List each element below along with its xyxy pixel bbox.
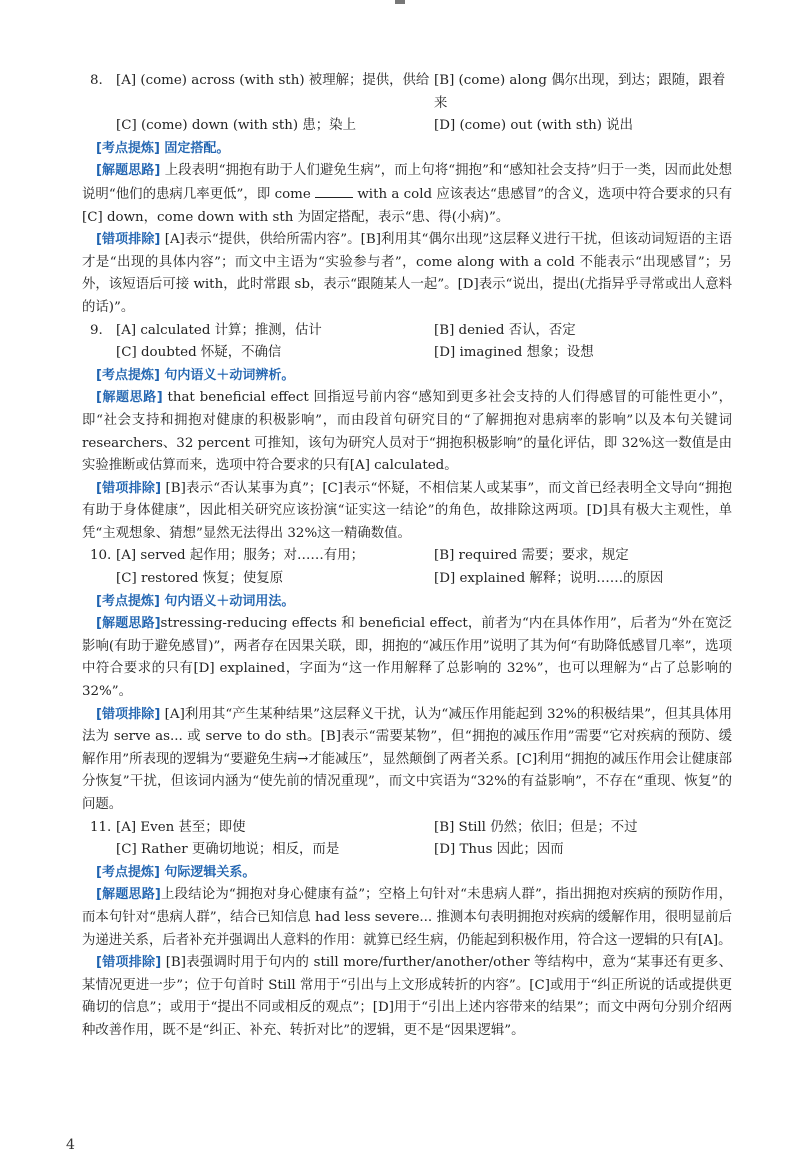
- q9-options-row1: [82, 320, 732, 343]
- q11-option-d: [D] Thus 因此；因而: [434, 842, 564, 858]
- q11-number: 11.: [90, 819, 112, 835]
- q8-options-row2: [82, 115, 732, 138]
- q11-option-b: [B] Still 仍然；依旧；但是；不过: [434, 819, 638, 835]
- q11-elimination: [错项排除] [B]表强调时用于句内的 still more/further/another/other 等结构中，意为“某事还有更多、某情况更进一步”；位于句首时 Still 常用于“引出与上文形成转折的内容”。[C]或用于“纠正所说的话或提供更确切的信息”；或用于“提出不同或相反的观点”；[D]用于“引出上述内容带来的结果”；而文中两句分别介绍两种改善作用，既不是“纠正、补充、转折对比”的逻辑，更不是“因果逻辑”。: [82, 955, 732, 1038]
- q9-number: 9.: [90, 322, 103, 338]
- q10-key-point: [考点提炼] 句内语义＋动词用法。: [96, 593, 295, 609]
- q11-options-row1: [82, 817, 732, 840]
- q10-elimination: [错项排除] [A]利用其“产生某种结果”这层释义干扰，认为“减压作用能起到 32%的积极结果”，但其具体用法为 serve as... 或 serve to do sth。[B]表示“需要某物”，但“拥抱的减压作用”需要“它对疾病的预防、缓解作用”所表现的逻辑为“要避免生病→才能减压”，显然颠倒了两者关系。[C]利用“拥抱的减压作用会让健康部分恢复”干扰，但该词内涵为“使先前的情况重现”，而文中宾语为“32%的有益影响”，不存在“重现、恢复”的问题。: [82, 706, 732, 812]
- q8-option-a: [A] (come) across (with sth) 被理解；提供，供给: [116, 73, 430, 88]
- q10-option-b: [B] required 需要；要求，规定: [434, 548, 629, 564]
- q10-options-row2: [82, 568, 732, 591]
- q11-options-row2: [82, 839, 732, 862]
- q10-options-row1: [82, 545, 732, 568]
- q10-reasoning: [解题思路]stressing-reducing effects 和 beneficial effect，前者为“内在具体作用”，后者为“外在宽泛影响(有助于避免感冒)”，两者存在因果关联，即，拥抱的“减压作用”说明了其为何“有助降低感冒几率”，选项中符合要求的只有[D] explained，字面为“这一作用解释了总影响的 32%”，也可以理解为“占了总影响的 32%”。: [82, 616, 732, 700]
- q11-option-a: [A] Even 甚至；即使: [116, 819, 246, 835]
- q8-key-point: [考点提炼] 固定搭配。: [96, 140, 230, 156]
- q9-option-d: [D] imagined 想象；设想: [434, 345, 594, 361]
- q8-elimination-label: [错项排除]: [96, 232, 161, 248]
- q8-reasoning-label: [解题思路]: [96, 163, 161, 179]
- q11-elimination-label: [错项排除]: [96, 955, 162, 971]
- q11-key-point: [考点提炼] 句际逻辑关系。: [96, 864, 256, 880]
- q9-option-c: [C] doubted 怀疑，不确信: [116, 345, 282, 361]
- page-content: [82, 70, 732, 1043]
- q8-options-row1: [82, 70, 732, 115]
- q9-option-b: [B] denied 否认，否定: [434, 322, 576, 338]
- q11-reasoning-label: [解题思路]: [96, 887, 161, 903]
- q10-reasoning-label: [解题思路]: [96, 616, 161, 632]
- q9-reasoning-label: [解题思路]: [96, 390, 163, 406]
- q9-elimination: [错项排除] [B]表示“否认某事为真”；[C]表示“怀疑，不相信某人或某事”，而文首已经表明全文导向“拥抱有助于身体健康”，因此相关研究应该扮演“证实这一结论”的角色，故排除这两项。[D]具有极大主观性，单凭“主观想象、猜想”显然无法得出 32%这一精确数值。: [82, 480, 733, 541]
- q9-reasoning: [解题思路] that beneficial effect 回指逗号前内容“感知到更多社会支持的人们得感冒的可能性更小”，即“社会支持和拥抱对健康的积极影响”，而由段首句研究目的“了解拥抱对患病率的影响”以及本句关键词 researchers、32 percent 可推知，该句为研究人员对于“拥抱积极影响”的量化评估，即 32%这一数值是由实验推断或估算而来，选项中符合要求的只有[A] calculated。: [82, 390, 732, 474]
- q9-elimination-label: [错项排除]: [96, 480, 162, 496]
- q11-reasoning: [解题思路]上段结论为“拥抱对身心健康有益”；空格上句针对“未患病人群”，指出拥抱对疾病的预防作用，而本句针对“患病人群”，结合已知信息 had less severe... 推测本句表明拥抱对疾病的缓解作用，很明显前后为递进关系，后者补充并强调出人意料的作用：就算已经生病，仍能起到积极作用，符合这一逻辑的只有[A]。: [82, 887, 732, 948]
- q9-option-a: [A] calculated 计算；推测，估计: [116, 322, 322, 338]
- q8-option-b: [B] (come) along 偶尔出现，到达；跟随，跟着来: [434, 73, 726, 111]
- q8-reasoning: [解题思路] 上段表明“拥抱有助于人们避免生病”，而上句将“拥抱”和“感知社会支持”归于一类，因而此处想说明“他们的患病几率更低”，即 come with a cold 应该表达“患感冒”的含义，选项中符合要求的只有[C] down，come down with sth 为固定搭配，表示“患、得(小病)”。: [82, 163, 732, 225]
- q10-number: 10.: [90, 548, 112, 564]
- q9-key-point: [考点提炼] 句内语义＋动词辨析。: [96, 367, 295, 383]
- q8-option-c: [C] (come) down (with sth) 患；染上: [116, 118, 356, 134]
- q10-option-a: [A] served 起作用；服务；对……有用；: [116, 548, 364, 564]
- q8-option-d: [D] (come) out (with sth) 说出: [434, 118, 634, 134]
- q10-option-d: [D] explained 解释；说明……的原因: [434, 571, 664, 587]
- q8-number: 8.: [90, 73, 103, 88]
- page-number: 4: [66, 1137, 75, 1153]
- q10-option-c: [C] restored 恢复；使复原: [116, 571, 284, 587]
- top-edge-mark: [395, 0, 405, 4]
- q11-option-c: [C] Rather 更确切地说；相反，而是: [116, 842, 340, 858]
- q8-blank: [315, 183, 353, 198]
- q9-options-row2: [82, 342, 732, 365]
- q8-elimination: [错项排除] [A]表示“提供，供给所需内容”。[B]利用其“偶尔出现”这层释义进行干扰，但该动词短语的主语才是“出现的具体内容”；而文中主语为“实验参与者”，come along with a cold 不能表示“出现感冒”；另外，该短语后可接 with，此时常跟 sb，表示“跟随某人一起”。[D]表示“说出，提出(尤指异乎寻常或出人意料的话)”。: [82, 232, 733, 315]
- q10-elimination-label: [错项排除]: [96, 706, 161, 722]
